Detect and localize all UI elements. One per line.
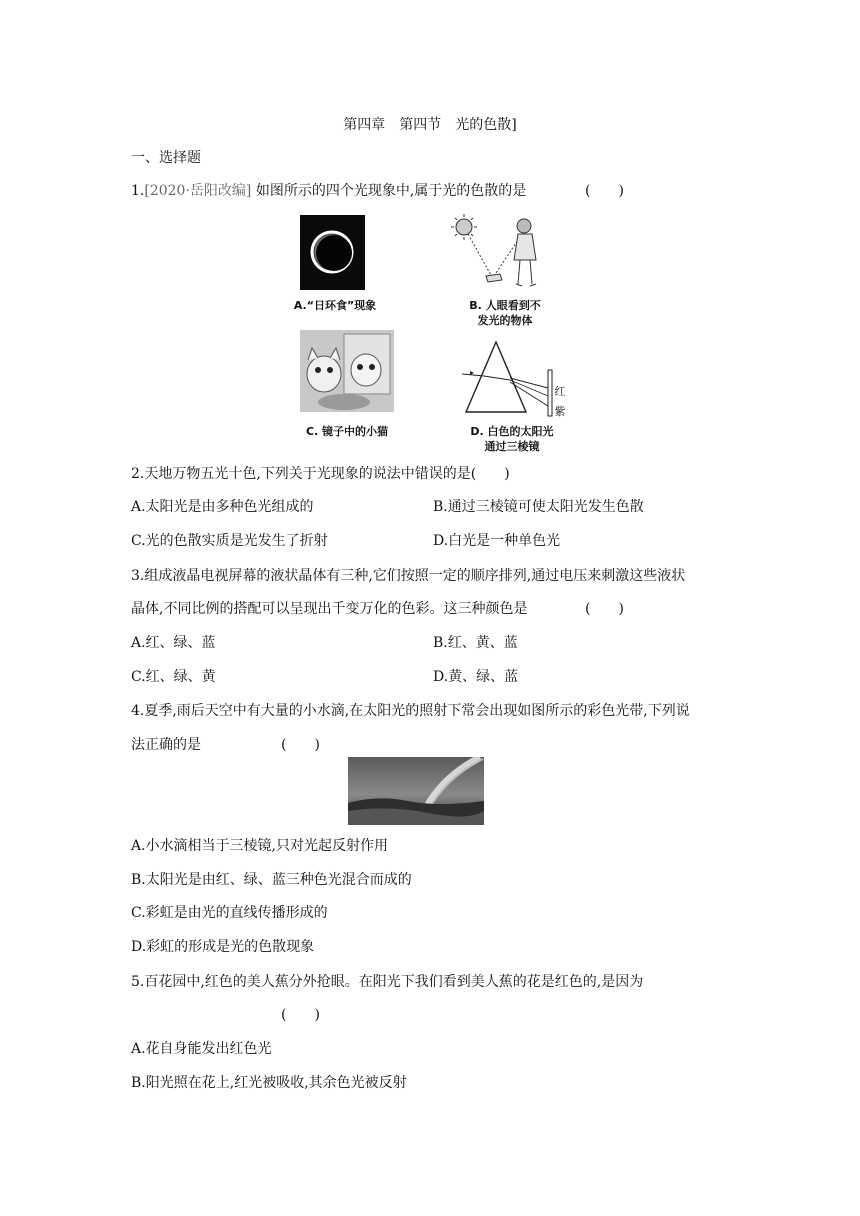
question-4-stem-line-2: 法正确的是 [131,737,201,753]
question-5-option-b: B.阳光照在花上,红光被吸收,其余色光被反射 [131,1075,407,1091]
question-3-option-a: A.红、绿、蓝 [131,635,216,651]
cat-mirror-image [300,330,394,412]
question-4-option-d: D.彩虹的形成是光的色散现象 [131,939,315,955]
question-1-answer-bracket: ( ) [585,183,624,199]
figure-c-caption: C. 镜子中的小猫 [305,425,389,438]
question-2-option-b: B.通过三棱镜可使太阳光发生色散 [433,499,644,515]
question-1-source: [2020·岳阳改编] [144,183,252,199]
figure-b-caption-line-2: 发光的物体 [477,314,533,327]
girl-reading-image [448,212,548,292]
question-3-stem-line-2: 晶体,不同比例的搭配可以呈现出千变万化的色彩。这三种颜色是 [131,601,528,617]
question-5-stem: 5.百花园中,红色的美人蕉分外抢眼。在阳光下我们看到美人蕉的花是红色的,是因为 [131,974,644,990]
figure-d-caption-line-1: D. 白色的太阳光 [470,425,554,438]
question-4-option-c: C.彩虹是由光的直线传播形成的 [131,905,328,921]
question-1-text: 如图所示的四个光现象中,属于光的色散的是 [251,183,527,199]
question-3-answer-bracket: ( ) [585,601,624,617]
figure-a-caption: A.“日环食”现象 [293,299,377,312]
question-3-stem-line-1: 3.组成液晶电视屏幕的液状晶体有三种,它们按照一定的顺序排列,通过电压来刺激这些液状 [131,568,686,584]
question-3-option-d: D.黄、绿、蓝 [433,669,519,685]
question-5-answer-bracket: ( ) [281,1007,320,1023]
figure-d-label-purple: 紫 [554,405,566,418]
figure-d-label-red: 红 [554,385,566,398]
eclipse-image [300,215,365,290]
figure-d-caption [457,424,567,454]
question-2-stem: 2.天地万物五光十色,下列关于光现象的说法中错误的是( ) [131,466,510,482]
figure-b-caption-line-1: B. 人眼看到不 [469,299,541,312]
question-2-option-c: C.光的色散实质是光发生了折射 [131,533,328,549]
question-4-answer-bracket: ( ) [281,737,320,753]
question-3-option-b: B.红、黄、蓝 [433,635,518,651]
page-title: 第四章 第四节 光的色散] [343,117,517,133]
figure-d-caption-line-2: 通过三棱镜 [484,440,540,453]
question-2-option-d: D.白光是一种单色光 [433,533,561,549]
section-heading: 一、选择题 [131,150,201,166]
question-5-option-a: A.花自身能发出红色光 [131,1041,272,1057]
question-2-option-a: A.太阳光是由多种色光组成的 [131,499,314,515]
rainbow-photo [348,757,484,825]
figure-b-caption [455,298,555,328]
question-4-stem-line-1: 4.夏季,雨后天空中有大量的小水滴,在太阳光的照射下常会出现如图所示的彩色光带,下列说 [131,703,690,719]
question-4-option-a: A.小水滴相当于三棱镜,只对光起反射作用 [131,838,389,854]
question-3-option-c: C.红、绿、黄 [131,669,216,685]
question-4-option-b: B.太阳光是由红、绿、蓝三种色光混合而成的 [131,872,412,888]
prism-diagram [460,340,560,420]
question-1 [131,180,526,200]
question-1-number: 1. [131,183,145,199]
